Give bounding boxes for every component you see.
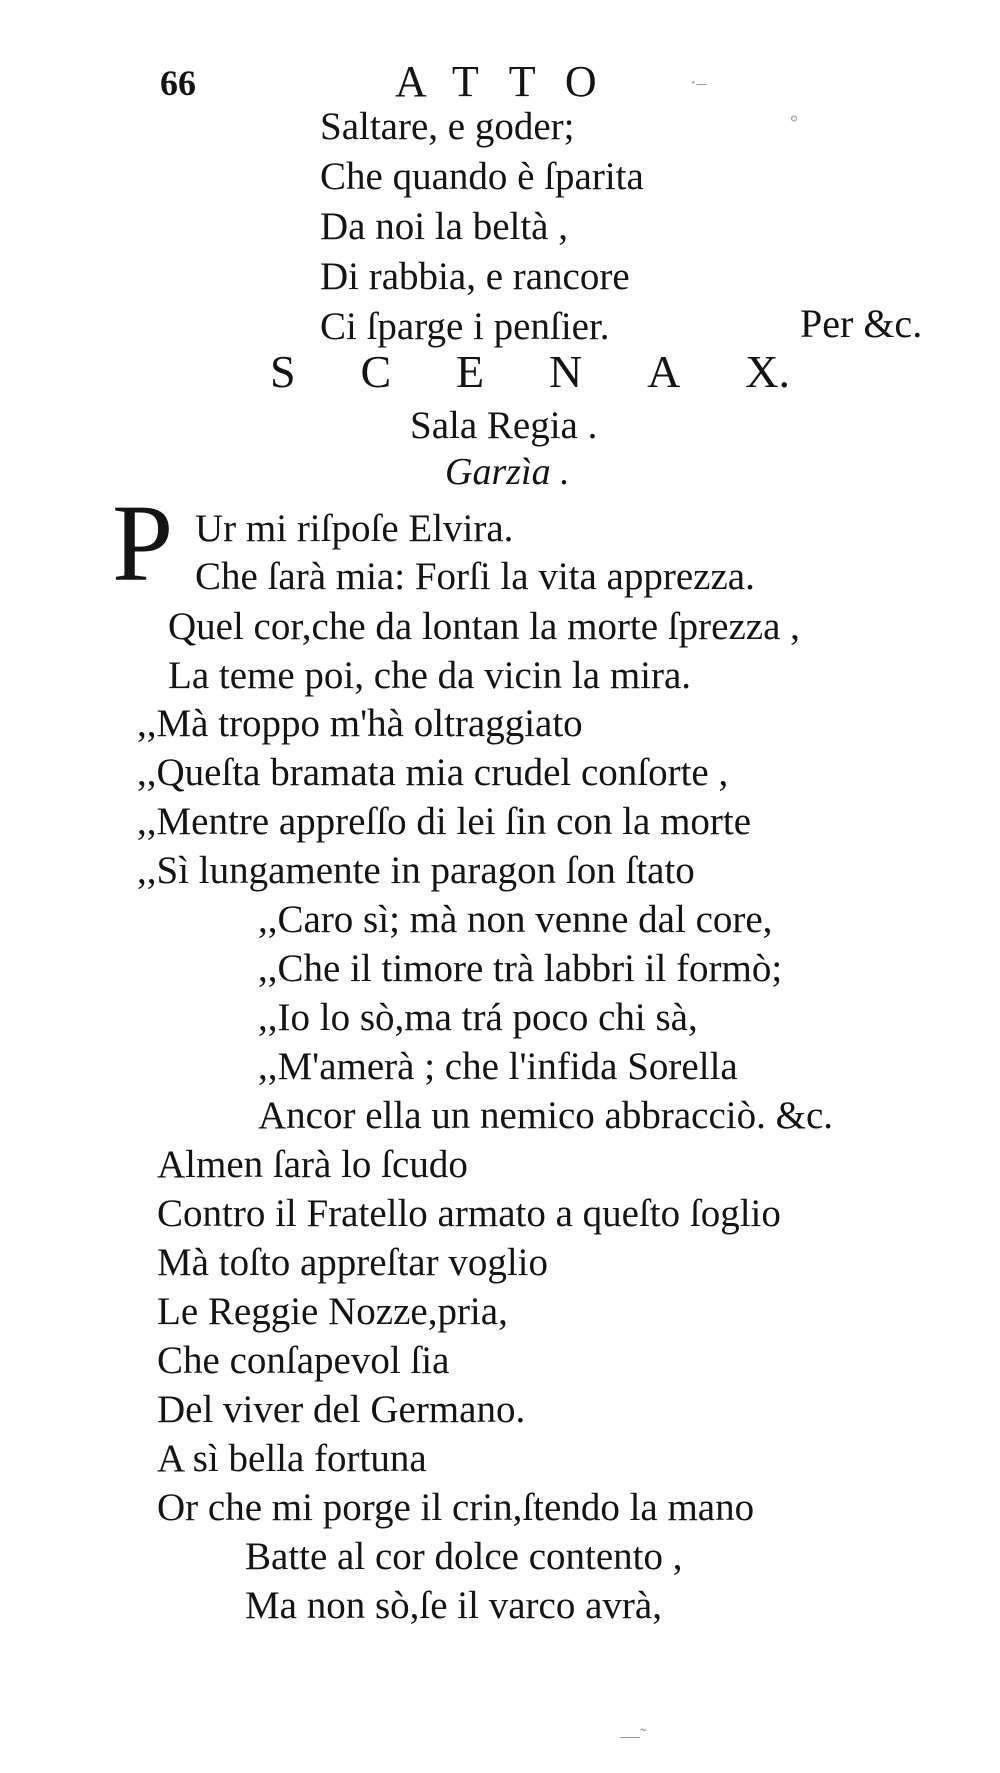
scene-heading-letter: E bbox=[456, 346, 485, 397]
verse-line: Ci ſparge i penſier. bbox=[320, 305, 610, 348]
ink-speck: ·– bbox=[690, 72, 707, 94]
verse-line: Quel cor,che da lontan la morte ſprezza , bbox=[168, 605, 800, 648]
ink-speck: —˜ bbox=[620, 1725, 647, 1747]
scene-heading-letter: X. bbox=[745, 346, 790, 397]
quoted-line: ,,Caro sì; mà non venne dal core, bbox=[258, 898, 773, 941]
ink-speck: ° bbox=[790, 112, 798, 134]
verse-line: Almen ſarà lo ſcudo bbox=[157, 1143, 468, 1186]
quoted-line: ,,Sì lungamente in paragon ſon ſtato bbox=[137, 849, 695, 892]
scene-heading-letter: S bbox=[270, 346, 296, 397]
verse-line: Mà toſto appreſtar voglio bbox=[157, 1241, 548, 1284]
quoted-line: ,,Mà troppo m'hà oltraggiato bbox=[137, 702, 583, 745]
quoted-line: ,,Queſta bramata mia crudel conſorte , bbox=[137, 751, 729, 794]
quoted-line: ,,M'amerà ; che l'infida Sorella bbox=[258, 1045, 738, 1088]
quoted-line: ,,Che il timore trà labbri il formò; bbox=[258, 947, 783, 990]
verse-line: Ur mi riſpoſe Elvira. bbox=[195, 507, 514, 550]
verse-line: Da noi la beltà , bbox=[320, 205, 568, 248]
running-title: ATTO bbox=[395, 57, 627, 106]
scene-heading-letter: N bbox=[549, 346, 583, 397]
verse-line: Di rabbia, e rancore bbox=[320, 255, 630, 298]
verse-line: Del viver del Germano. bbox=[157, 1388, 526, 1431]
speaker-name: Garzìa . bbox=[445, 451, 570, 493]
verse-line: Or che mi porge il crin,ſtendo la mano bbox=[157, 1486, 755, 1529]
verse-line: Che conſapevol ſia bbox=[157, 1339, 450, 1382]
verse-line: Ancor ella un nemico abbracciò. &c. bbox=[258, 1094, 834, 1137]
scene-heading-letter: C bbox=[360, 346, 392, 397]
verse-line: Ma non sò,ſe il varco avrà, bbox=[245, 1584, 662, 1627]
verse-line: Saltare, e goder; bbox=[320, 105, 575, 148]
scene-heading bbox=[270, 345, 790, 398]
verse-line: La teme poi, che da vicin la mira. bbox=[168, 654, 692, 697]
verse-line: Che ſarà mia: Forſi la vita apprezza. bbox=[195, 555, 755, 598]
verse-line: Che quando è ſparita bbox=[320, 155, 644, 198]
scene-heading-letter: A bbox=[647, 346, 681, 397]
quoted-line: ,,Mentre appreſſo di lei ſin con la morte bbox=[137, 800, 752, 843]
verse-line: A sì bella fortuna bbox=[157, 1437, 427, 1480]
drop-capital: P bbox=[112, 482, 174, 604]
verse-line: Le Reggie Nozze,pria, bbox=[157, 1290, 508, 1333]
scene-place: Sala Regia . bbox=[410, 404, 598, 447]
quoted-line: ,,Io lo sò,ma trá poco chi sà, bbox=[258, 996, 698, 1039]
refrain-cue: Per &c. bbox=[800, 301, 923, 346]
page-number: 66 bbox=[160, 63, 196, 103]
verse-line: Batte al cor dolce contento , bbox=[245, 1535, 683, 1578]
verse-line: Contro il Fratello armato a queſto ſoglio bbox=[157, 1192, 781, 1235]
